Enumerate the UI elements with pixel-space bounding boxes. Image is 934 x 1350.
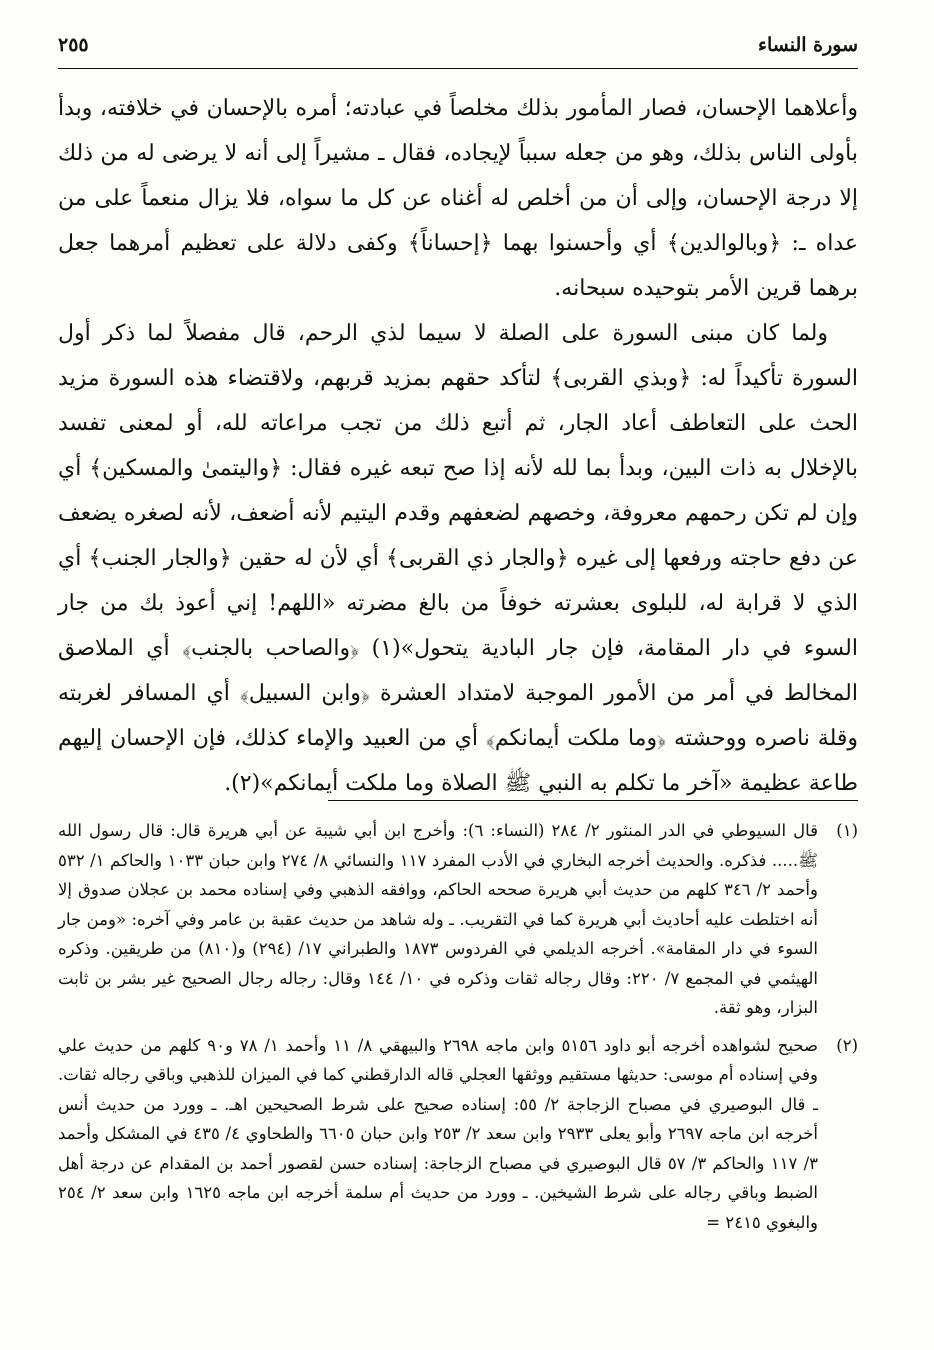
main-text (58, 86, 858, 806)
paragraph: ولما كان مبنى السورة على الصلة لا سيما لذي الرحم، قال مفصلاً لما ذكر أول السورة تأكيداً له: ﴿وبذي القربى﴾ لتأكد حقهم بمزيد قربهم، ولاقتضاء هذه السورة مزيد الحث على التعاطف أعاد الجار، ثم أتبع ذلك من تجب مراعاته لله، أو لمعنى تفسد بالإخلال به ذات البين، وبدأ بما لله لأنه إذا صح تبعه غيره فقال: ﴿واليتمىٰ والمسكين﴾ أي وإن لم تكن رحمهم معروفة، وخصهم لضعفهم وقدم اليتيم لأنه أضعف، لأنه لصغره يضعف عن دفع حاجته ورفعها إلى غيره ﴿والجار ذي القربى﴾ أي لأن له حقين ﴿والجار الجنب﴾ أي الذي لا قرابة له، للبلوى بعشرته خوفاً من بالغ مضرته «اللهم! إني أعوذ بك من جار السوء في دار المقامة، فإن جار البادية يتحول»(١) ﴿والصاحب بالجنب﴾ أي الملاصق المخالط في أمر من الأمور الموجبة لامتداد العشرة ﴿وابن السبيل﴾ أي المسافر لغربته وقلة ناصره ووحشته ﴿وما ملكت أيمانكم﴾ أي من العبيد والإماء كذلك، فإن الإحسان إليهم طاعة عظيمة «آخر ما تكلم به النبي ﷺ الصلاة وما ملكت أيمانكم»(٢). (58, 321, 858, 796)
footnotes (58, 816, 858, 1245)
footnote-text: صحيح لشواهده أخرجه أبو داود ٥١٥٦ وابن ماجه ٢٦٩٨ والبيهقي ٨/ ١١ وأحمد ١/ ٧٨ و٩٠ كلهم من حديث علي وفي إسناده أم موسى: حديثها مستقيم ووثقها العجلي قاله الدارقطني كما في الميزان للذهبي وباقي رجاله ثقات. ـ قال البوصيري في مصباح الزجاجة ٢/ ٥٥: إسناده صحيح على شرط الصحيحين اهـ. ـ وورد من حديث أنس أخرجه ابن ماجه ٢٦٩٧ وأبو يعلى ٢٩٣٣ وابن سعد ٢/ ٢٥٣ وابن حبان ٦٦٠٥ والطحاوي ٤/ ٤٣٥ في المشكل وأحمد ٣/ ١١٧ والحاكم ٣/ ٥٧ قال البوصيري في مصباح الزجاجة: إسناده حسن لقصور أحمد بن المقدام عن درجة أهل الضبط وباقي رجاله على شرط الشيخين. ـ وورد من حديث أم سلمة أخرجه ابن ماجه ١٦٢٥ وابن سعد ٢/ ٢٥٤ والبغوي ٢٤١٥ = (58, 1035, 818, 1232)
footnote-text: قال السيوطي في الدر المنثور ٢/ ٢٨٤ (النساء: ٦): وأخرج ابن أبي شيبة عن أبي هريرة قال: قال رسول الله ﷺ..... فذكره. والحديث أخرجه البخاري في الأدب المفرد ١١٧ والنسائي ٨/ ٢٧٤ وابن حبان ١٠٣٣ والحاكم ١/ ٥٣٢ وأحمد ٢/ ٣٤٦ كلهم من حديث أبي هريرة صححه الحاكم، ووافقه الذهبي وفي إسناده محمد بن عجلان صدوق إلا أنه اختلطت عليه أحاديث أبي هريرة كما في التقريب. ـ وله شاهد من حديث عقبة بن عامر وفي آخره: «ومن جار السوء في دار المقامة». أخرجه الديلمي في الفردوس ١٨٧٣ والطبراني ١٧/ (٢٩٤) و(٨١٠) من طريقين. وذكره الهيثمي في المجمع ٧/ ٢٢٠: وقال رجاله ثقات وذكره في ١٠/ ١٤٤ وقال: رجاله رجال الصحيح غير بشر بن ثابت البزار، وهو ثقة. (58, 821, 819, 1017)
paragraph: وأعلاهما الإحسان، فصار المأمور بذلك مخلصاً في عبادته؛ أمره بالإحسان في خلافته، وبدأ بأولى الناس بذلك، وهو من جعله سبباً لإيجاده، فقال ـ مشيراً إلى أنه لا يرضى له من ذلك إلا درجة الإحسان، وإلى أن من أخلص له أغناه عن كل ما سواه، فلا يزال منعماً على من عداه ـ: ﴿وبالوالدين﴾ أي وأحسنوا بهما ﴿إحساناً﴾ وكفى دلالة على تعظيم أمرهما جعل برهما قرين الأمر بتوحيده سبحانه. (58, 96, 858, 301)
footnote (58, 816, 858, 1023)
page-header (58, 28, 858, 69)
page-number: ٢٥٥ (58, 34, 89, 56)
book-page (58, 28, 858, 1328)
footnote (58, 1031, 858, 1238)
surah-title: سورة النساء (758, 34, 858, 56)
footnote-marker: (٢) (836, 1035, 858, 1055)
footnote-marker: (١) (836, 821, 858, 840)
footnote-divider (328, 800, 858, 801)
